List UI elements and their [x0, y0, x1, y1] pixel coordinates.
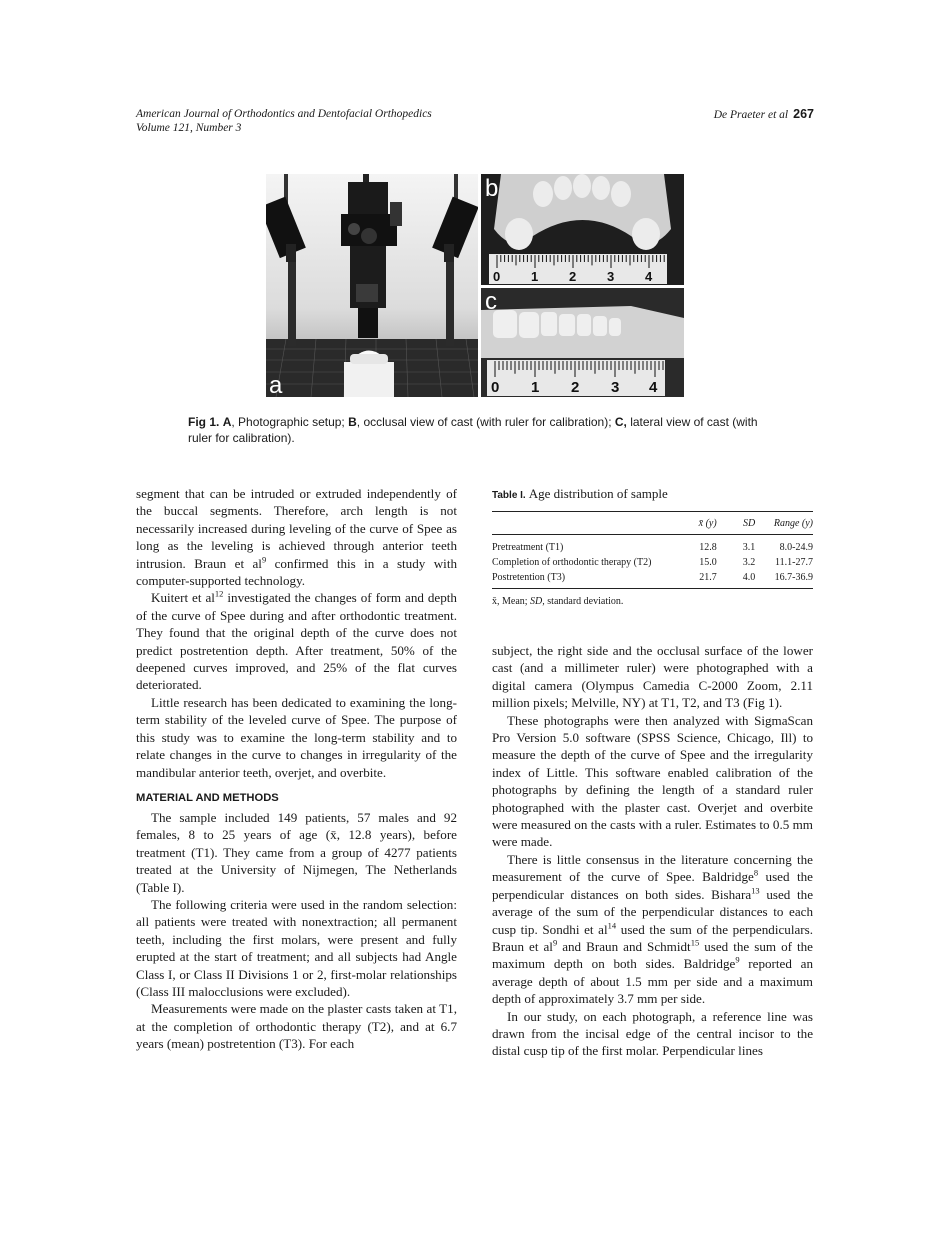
ruler-b-tick-0: 0: [493, 269, 501, 284]
running-header-right: [714, 107, 814, 122]
ruler-c-tick-1: 1: [531, 379, 540, 396]
table-cell: 15.0: [699, 557, 717, 568]
table-label: Table I.: [492, 490, 526, 501]
table-cell: 8.0-24.9: [779, 542, 813, 553]
paragraph: These photographs were then analyzed with SigmaScan Pro Version 5.0 software (SPSS Science, Chicago, Ill) to measure the depth of the curve of Spee and the irregularity index of Little. This software enabled calibration of the photographs by defining the length of a standard ruler photographed with the plaster cast. Overjet and overbite were measured on the casts with a ruler. Estimates to 0.5 mm were made.: [492, 712, 813, 850]
panel-label-c: c: [485, 288, 497, 315]
caption-a-text: , Photographic setup;: [231, 415, 349, 429]
table-header-cell: x̄ (y): [678, 512, 717, 535]
page-number: 267: [793, 107, 814, 121]
table-footnote: x̄, Mean; SD, standard deviation.: [492, 596, 624, 607]
citation: 8: [753, 867, 759, 878]
table-header-row: [492, 512, 813, 535]
ruler-c-tick-3: 3: [611, 379, 620, 396]
citation: 9: [735, 954, 740, 965]
age-distribution-table: [492, 511, 813, 589]
paragraph: In our study, on each photograph, a reference line was drawn from the incisal edge of the central incisor to the distal cusp tip of the first molar. Perpendicular lines: [492, 1008, 813, 1059]
paragraph: Kuitert et $al^{12}$ investigated the changes of form and depth of the curve of Spee during and after orthodontic treatment. They found that the original depth of the curve does not predict postretention depth. After treatment, 50% of the deepened curves improved, and 25% of the flat curves deteriorated.: [136, 589, 457, 693]
running-header-left: [136, 107, 432, 135]
citation: 9: [552, 937, 558, 948]
table-cell: 4.0: [717, 570, 756, 589]
table-cell: 21.7: [678, 570, 717, 589]
figure-panel-b-occlusal-view: [481, 174, 684, 285]
table-cell: 12.8: [699, 542, 717, 553]
panel-label-a: a: [269, 372, 283, 397]
table-cell: 3.2: [742, 557, 756, 568]
author-line: De Praeter et al: [713, 109, 789, 121]
table-title: Table I. Age distribution of sample: [492, 486, 668, 501]
panel-label-b: b: [485, 175, 499, 202]
figure-1: [266, 174, 684, 397]
ruler-b-tick-3: 3: [607, 269, 615, 284]
figure-panel-c-lateral-view: [481, 288, 684, 397]
table-cell: 11.1-27.7: [775, 557, 813, 568]
citation: 12: [214, 589, 224, 600]
camera-setup-photo: [266, 174, 478, 397]
ruler-b-tick-2: 2: [569, 269, 577, 284]
figure-panel-a-photographic-setup: [266, 174, 478, 397]
table-row: [492, 535, 813, 556]
paragraph: subject, the right side and the occlusal surface of the lower cast (and a millimeter ruler) were photographed with a digital camera (Olympus Camedia C-2000 Zoom, 2.11 million pixels; Melville, NY) at T1, T2, and T3 (Fig 1).: [492, 643, 813, 711]
table-row: [492, 570, 813, 589]
table-header-cell: Range (y): [755, 512, 813, 535]
caption-c-label: C,: [614, 415, 627, 429]
table-cell: Postretention (T3): [492, 570, 678, 589]
paragraph: segment that can be intruded or extruded independently of the buccal segments. Therefore, arch length is not necessarily increased during leveling of the curve of Spee as long as the leveling is achieved through anterior teeth intrusion. Braun et $al^9$ confirmed this in a study with computer-supported technology.: [136, 486, 457, 589]
table-cell: 16.7-36.9: [755, 570, 813, 589]
caption-b-text: , occlusal view of cast (with ruler for calibration);: [356, 415, 615, 429]
citation: 13: [751, 885, 760, 896]
ruler-b-tick-1: 1: [531, 269, 539, 284]
journal-volume: Volume 121, Number 3: [136, 122, 242, 134]
left-column: [136, 485, 457, 1053]
journal-title: American Journal of Orthodontics and Dentofacial Orthopedics: [136, 108, 432, 120]
ruler-c-numbers: [481, 379, 684, 395]
table-cell: Completion of orthodontic therapy (T2): [492, 557, 652, 568]
caption-a-label: A: [222, 415, 232, 429]
citation: 9: [261, 554, 267, 565]
citation: 14: [607, 920, 617, 931]
ruler-c-tick-2: 2: [571, 379, 580, 396]
ruler-c-tick-0: 0: [491, 379, 500, 396]
ruler-b-tick-4: 4: [645, 269, 653, 284]
caption-b-label: B: [348, 415, 357, 429]
caption-fig-label: Fig 1.: [188, 415, 220, 429]
figure-1-caption: [188, 414, 768, 446]
table-row: [492, 555, 813, 570]
caption-c-text: lateral view of cast (with ruler for calibration).: [188, 415, 758, 445]
right-column: [492, 642, 813, 1060]
section-heading: MATERIAL AND METHODS: [136, 791, 279, 804]
table-cell: Pretreatment (T1): [492, 542, 564, 553]
paragraph: The sample included 149 patients, 57 males and 92 females, 8 to 25 years of age (x̄, 12.8 years), before treatment (T1). They came from a group of 4277 patients treated at the University of Nijmegen, The Netherlands (Table I).: [136, 809, 457, 895]
table-header-cell: SD: [717, 512, 756, 535]
paragraph: The following criteria were used in the random selection: all patients were treated with nonextraction; all permanent teeth, including the first molars, were present and fully erupted at the start of treatment; and all subjects had Angle Class I, or Class II Divisions 1 or 2, first-molar relationships (Class III malocclusions were excluded).: [136, 896, 457, 999]
paragraph: There is little consensus in the literature concerning the measurement of the curve of Spee. Baldridge$^8$ used the perpendicular distances on both sides. Bishara$^{13}$ used the average of the sum of the perpendicular distances to each cusp tip. Sondhi et $al^{14}$ used the sum of the perpendiculars. Braun et $al^9$ and Braun and Schmidt$^{15}$ used the sum of the maximum depth on both sides. Baldridge$^9$ reported an average depth of about 1.5 mm per side and a maximum depth of approximately 3.7 mm per side.: [492, 851, 814, 1007]
paragraph: Little research has been dedicated to examining the long-term stability of the leveled curve of Spee. The purpose of this study was to examine the long-term stability and to relate changes in the curve to changes in irregularity of the mandibular anterior teeth, overjet, and overbite.: [136, 694, 457, 780]
ruler-c-tick-4: 4: [649, 379, 658, 396]
ruler-b-numbers: [481, 269, 684, 283]
table-header-cell: [492, 512, 678, 535]
table-cell: 3.1: [742, 542, 756, 553]
paragraph: Measurements were made on the plaster casts taken at T1, at the completion of orthodontic therapy (T2), and at 6.7 years (mean) postretention (T3). For each: [136, 1001, 457, 1052]
table-1: [492, 485, 813, 607]
citation: 15: [690, 937, 700, 948]
